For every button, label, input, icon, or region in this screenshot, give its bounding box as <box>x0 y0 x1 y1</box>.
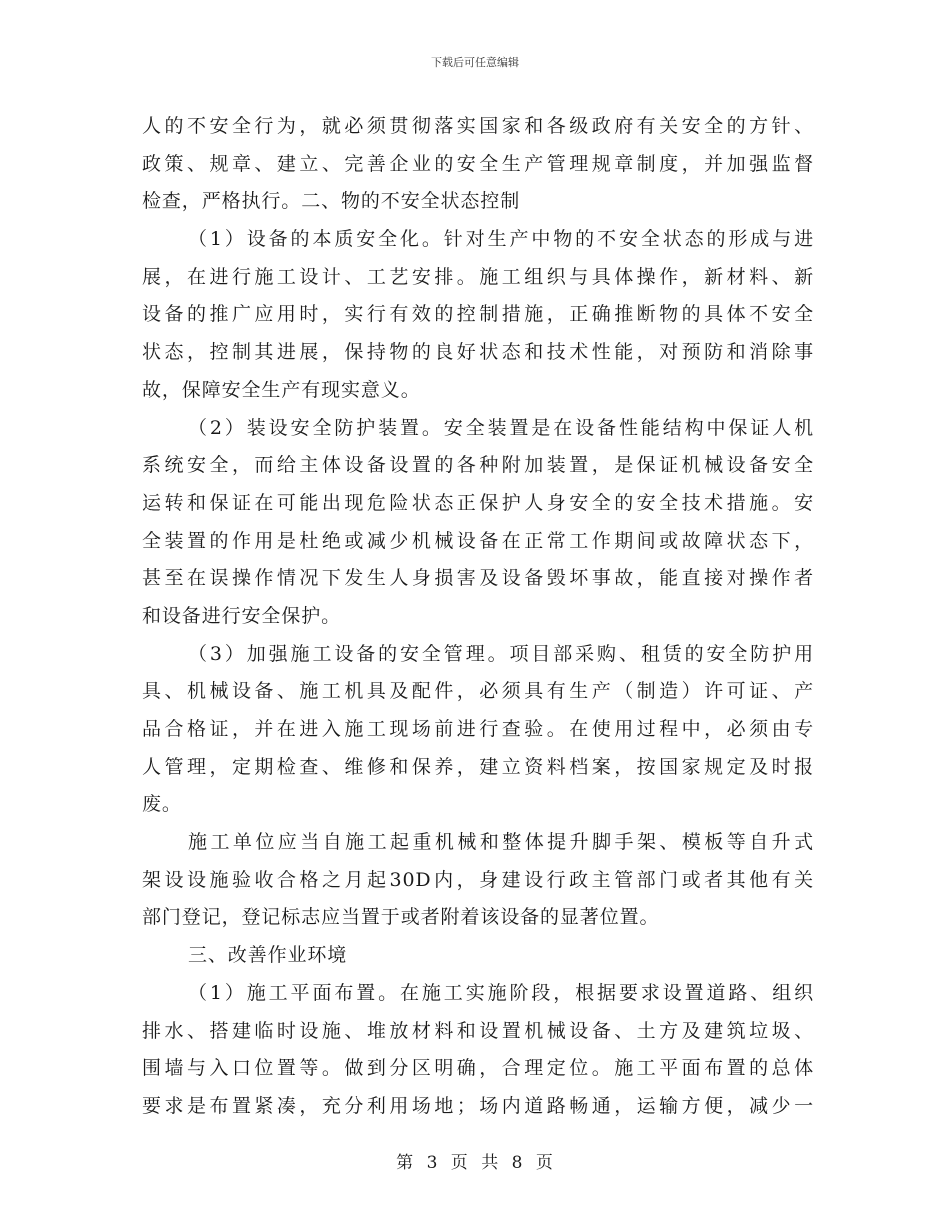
footer-total-unit: 页 <box>535 1153 554 1173</box>
text-line: 部门登记，登记标志应当置于或者附着该设备的显著位置。 <box>142 906 660 929</box>
text-line: 甚至在误操作情况下发生人身损害及设备毁坏事故，能直接对操作者 <box>142 567 814 590</box>
footer-prefix: 第 <box>396 1153 415 1173</box>
text-line: 设备的推广应用时，实行有效的控制措施，正确推断物的具体不安全 <box>142 303 814 326</box>
text-line: 围墙与入口位置等。做到分区明确，合理定位。施工平面布置的总体 <box>142 1057 814 1080</box>
text-line: 故，保障安全生产有现实意义。 <box>142 378 421 401</box>
text-line: 废。 <box>142 793 182 816</box>
paragraph-start-line: （1）施工平面布置。在施工实施阶段，根据要求设置道路、组织 <box>188 981 814 1004</box>
paragraph-start-line: （1）设备的本质安全化。针对生产中物的不安全状态的形成与进 <box>188 228 814 251</box>
page-header: 下载后可任意编辑 <box>431 56 519 69</box>
text-line: 全装置的作用是杜绝或减少机械设备在正常工作期间或故障状态下， <box>142 529 814 552</box>
text-line: 架设设施验收合格之月起30D内，身建设行政主管部门或者其他有关 <box>142 868 814 891</box>
paragraph-start-line: （3）加强施工设备的安全管理。项目部采购、租赁的安全防护用 <box>188 642 814 665</box>
section-heading: 三、改善作业环境 <box>188 944 348 967</box>
text-line: 品合格证，并在进入施工现场前进行查验。在使用过程中，必须由专 <box>142 718 814 740</box>
text-line: 具、机械设备、施工机具及配件，必须具有生产（制造）许可证、产 <box>142 680 814 703</box>
text-line: 要求是布置紧凑，充分利用场地；场内道路畅通，运输方便，减少一 <box>142 1094 814 1117</box>
text-line: 展，在进行施工设计、工艺安排。施工组织与具体操作，新材料、新 <box>142 265 814 288</box>
text-line: 排水、搭建临时设施、堆放材料和设置机械设备、土方及建筑垃圾、 <box>142 1019 814 1042</box>
page-number: 3 <box>426 1153 439 1173</box>
text-line: 系统安全，而给主体设备设置的各种附加装置，是保证机械设备安全 <box>142 454 814 477</box>
document-body <box>142 108 814 1126</box>
text-line: 政策、规章、建立、完善企业的安全生产管理规章制度，并加强监督 <box>142 152 814 175</box>
text-line: 和设备进行安全保护。 <box>142 604 342 627</box>
text-line: 人管理，定期检查、维修和保养，建立资料档案，按国家规定及时报 <box>142 755 814 778</box>
paragraph-start-line: 施工单位应当自施工起重机械和整体提升脚手架、模板等自升式 <box>188 831 814 854</box>
text-line: 检查，严格执行。二、物的不安全状态控制 <box>142 190 521 213</box>
text-line: 运转和保证在可能出现危险状态正保护人身安全的安全技术措施。安 <box>142 491 814 514</box>
footer-total-prefix: 共 <box>481 1153 500 1173</box>
paragraph-start-line: （2）装设安全防护装置。安全装置是在设备性能结构中保证人机 <box>188 416 814 439</box>
footer-page-unit: 页 <box>450 1153 469 1173</box>
total-pages: 8 <box>511 1153 524 1173</box>
page-footer <box>0 1148 950 1173</box>
text-line: 状态，控制其进展，保持物的良好状态和技术性能，对预防和消除事 <box>142 341 814 364</box>
text-line: 人的不安全行为，就必须贯彻落实国家和各级政府有关安全的方针、 <box>142 115 814 137</box>
